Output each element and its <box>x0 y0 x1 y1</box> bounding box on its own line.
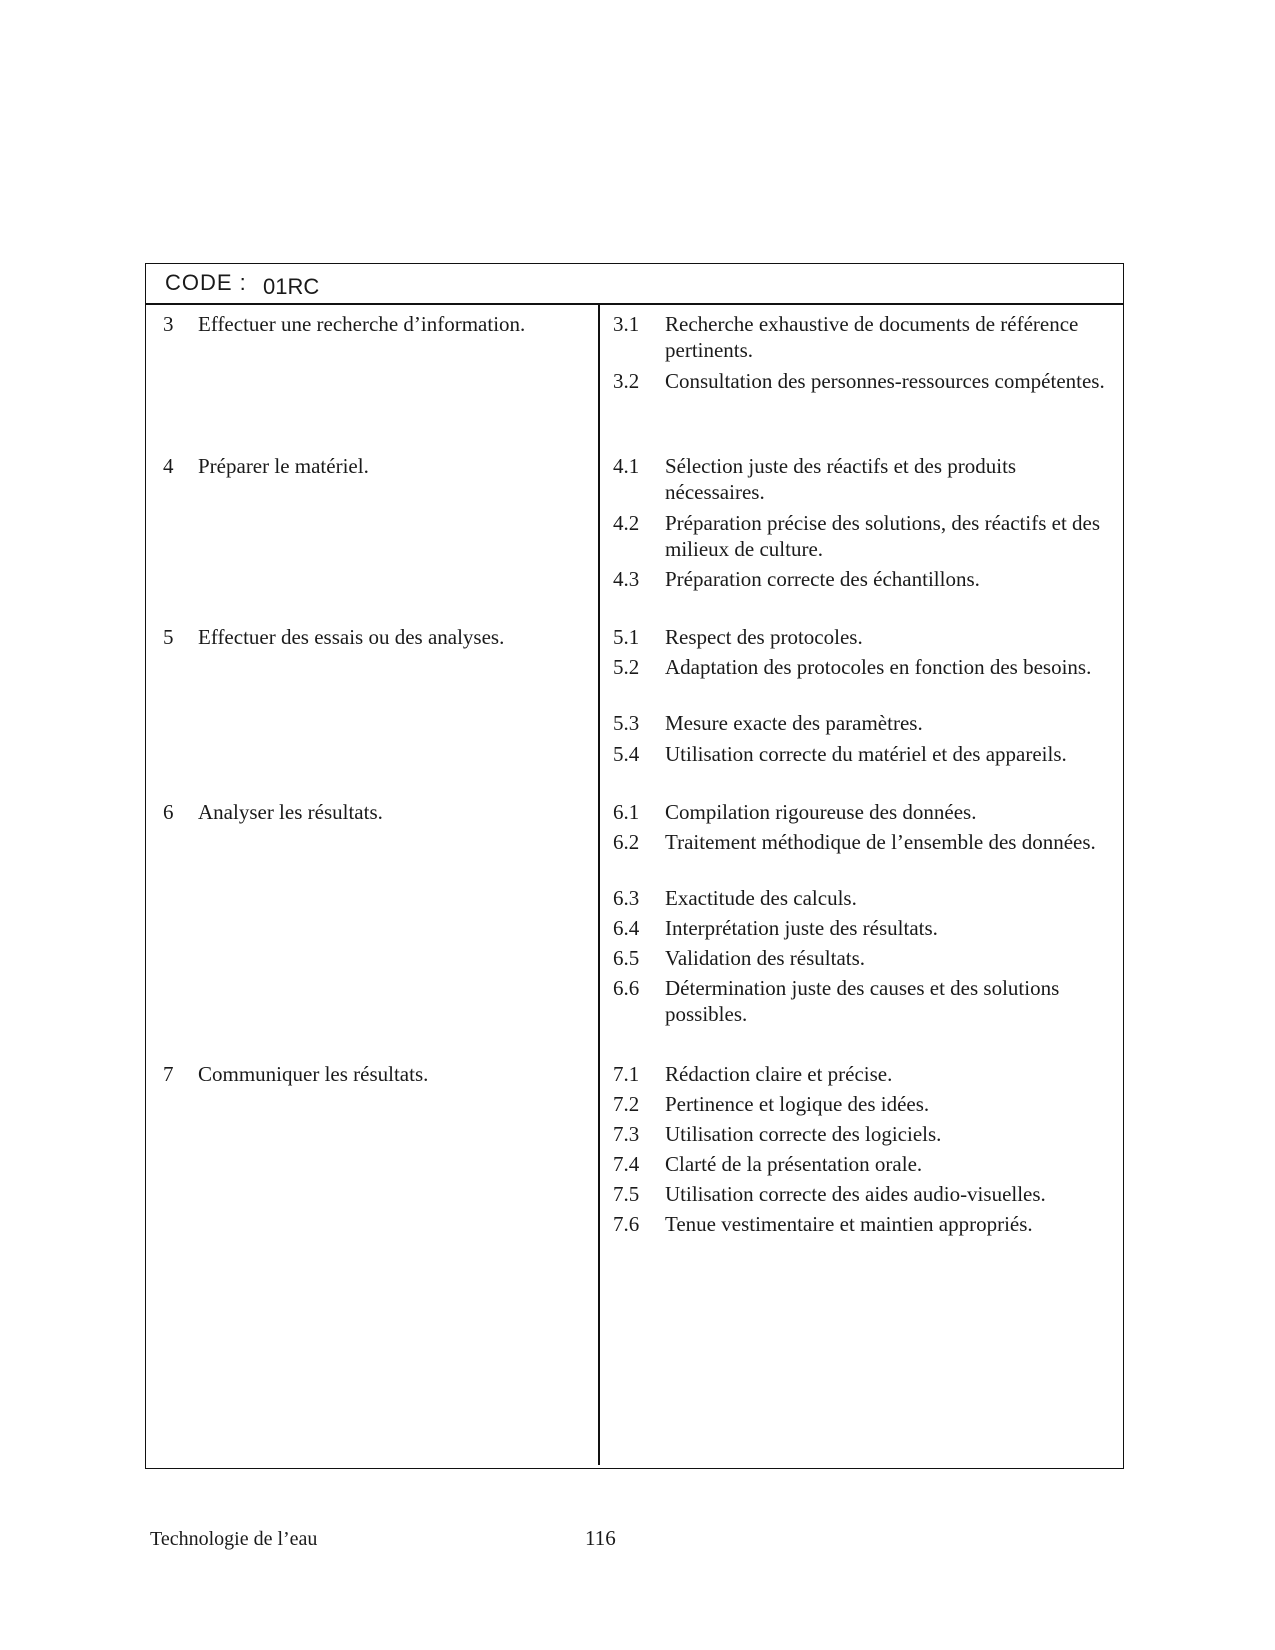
criterion-text: Détermination juste des causes et des solutions possibles. <box>665 976 1060 1026</box>
element-text: Analyser les résultats. <box>198 800 383 824</box>
page-number: 116 <box>585 1526 616 1550</box>
criterion-text: Utilisation correcte des aides audio-visuelles. <box>665 1182 1046 1206</box>
criterion-number: 7.6 <box>613 1212 640 1236</box>
criterion-number: 3.2 <box>613 369 640 393</box>
criterion-number: 5.2 <box>613 655 640 679</box>
element-text: Communiquer les résultats. <box>198 1062 429 1086</box>
criterion-text: Interprétation juste des résultats. <box>665 916 938 940</box>
criterion-number: 7.4 <box>613 1152 640 1176</box>
code-row <box>146 264 1123 305</box>
criterion-text: Rédaction claire et précise. <box>665 1062 893 1086</box>
criterion-text: Utilisation correcte des logiciels. <box>665 1122 942 1146</box>
criterion-text: Mesure exacte des paramètres. <box>665 711 923 735</box>
criterion-number: 7.2 <box>613 1092 640 1116</box>
criterion-text: Utilisation correcte du matériel et des appareils. <box>665 742 1067 766</box>
criterion-number: 7.5 <box>613 1182 640 1206</box>
criterion-number: 5.4 <box>613 742 640 766</box>
criterion-number: 7.3 <box>613 1122 640 1146</box>
criterion-text: Traitement méthodique de l’ensemble des données. <box>665 830 1096 854</box>
element-number: 5 <box>163 625 174 649</box>
criterion-number: 3.1 <box>613 312 640 336</box>
criterion-number: 5.3 <box>613 711 640 735</box>
competency-table <box>145 263 1124 1469</box>
criterion-number: 4.3 <box>613 567 640 591</box>
element-number: 3 <box>163 312 174 336</box>
column-divider <box>598 305 600 1465</box>
criterion-text: Compilation rigoureuse des données. <box>665 800 977 824</box>
criterion-text: Consultation des personnes-ressources compétentes. <box>665 369 1105 393</box>
criterion-number: 6.2 <box>613 830 640 854</box>
element-text: Effectuer une recherche d’information. <box>198 312 526 336</box>
code-value: 01RC <box>263 274 320 299</box>
element-number: 6 <box>163 800 174 824</box>
criterion-text: Clarté de la présentation orale. <box>665 1152 923 1176</box>
element-number: 4 <box>163 454 174 478</box>
code-label: CODE : <box>165 270 247 295</box>
criterion-number: 6.6 <box>613 976 640 1000</box>
criterion-number: 6.3 <box>613 886 640 910</box>
criterion-text: Préparation précise des solutions, des réactifs et des milieux de culture. <box>665 511 1101 561</box>
criterion-text: Adaptation des protocoles en fonction des besoins. <box>665 655 1092 679</box>
criterion-text: Respect des protocoles. <box>665 625 863 649</box>
footer-title: Technologie de l’eau <box>150 1528 318 1550</box>
element-text: Effectuer des essais ou des analyses. <box>198 625 505 649</box>
criterion-number: 4.2 <box>613 511 640 535</box>
criterion-text: Préparation correcte des échantillons. <box>665 567 980 591</box>
element-text: Préparer le matériel. <box>198 454 369 478</box>
criterion-text: Pertinence et logique des idées. <box>665 1092 930 1116</box>
criterion-number: 6.4 <box>613 916 640 940</box>
criterion-number: 5.1 <box>613 625 640 649</box>
criterion-text: Exactitude des calculs. <box>665 886 857 910</box>
criterion-number: 4.1 <box>613 454 640 478</box>
criterion-text: Validation des résultats. <box>665 946 866 970</box>
criterion-number: 7.1 <box>613 1062 640 1086</box>
criterion-text: Recherche exhaustive de documents de référence pertinents. <box>665 312 1079 362</box>
criterion-text: Tenue vestimentaire et maintien appropriés. <box>665 1212 1033 1236</box>
criterion-number: 6.1 <box>613 800 640 824</box>
criterion-number: 6.5 <box>613 946 640 970</box>
element-number: 7 <box>163 1062 174 1086</box>
criterion-text: Sélection juste des réactifs et des produits nécessaires. <box>665 454 1017 504</box>
